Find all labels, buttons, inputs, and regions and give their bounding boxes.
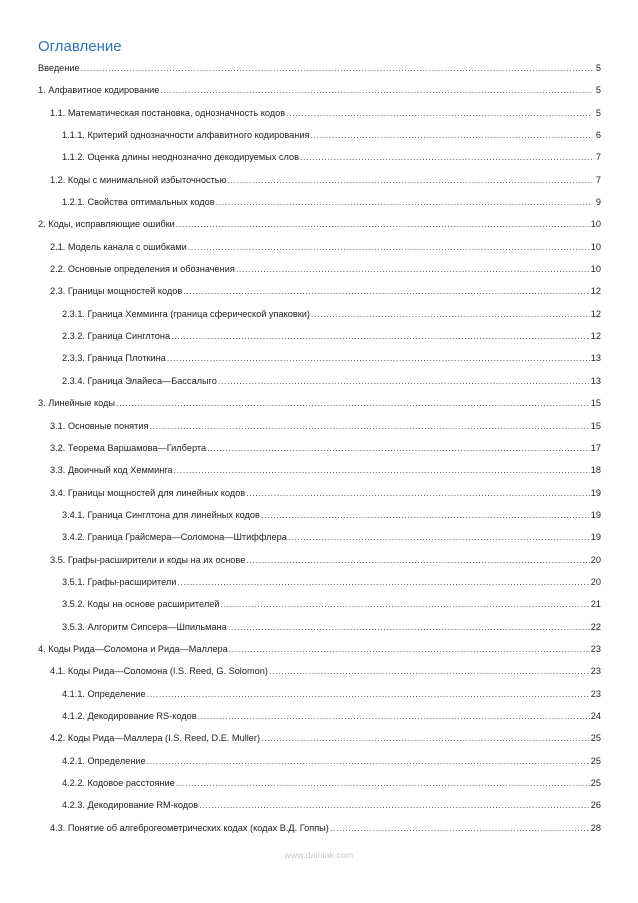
toc-page-number: 5 bbox=[595, 107, 601, 118]
toc-dot-leader bbox=[228, 619, 590, 635]
toc-dot-leader bbox=[167, 350, 590, 366]
toc-dot-leader bbox=[160, 82, 592, 98]
toc-entry-text: 4. Коды Рида—Соломона и Рида—Маллера bbox=[38, 643, 228, 654]
toc-page-number: 9 bbox=[595, 197, 601, 208]
toc-entry[interactable] bbox=[38, 775, 601, 797]
toc-page-number: 24 bbox=[590, 710, 601, 721]
toc-entry[interactable] bbox=[38, 172, 601, 194]
toc-dot-leader bbox=[311, 306, 590, 322]
toc-entry-text: 4.2.1. Определение bbox=[62, 755, 146, 766]
toc-dot-leader bbox=[176, 216, 590, 232]
toc-entry[interactable] bbox=[38, 596, 601, 618]
toc-entry-text: 2.2. Основные определения и обозначения bbox=[50, 264, 235, 275]
toc-dot-leader bbox=[261, 730, 590, 746]
toc-dot-leader bbox=[207, 440, 590, 456]
toc-page-number: 26 bbox=[590, 800, 601, 811]
toc-entry[interactable] bbox=[38, 216, 601, 238]
toc-entry-text: 3.3. Двоичный код Хемминга bbox=[50, 465, 173, 476]
toc-entry-text: 3.2. Теорема Варшамова—Гилберта bbox=[50, 442, 207, 453]
toc-entry-text: 1.2. Коды с минимальной избыточностью bbox=[50, 174, 227, 185]
footer-url: www.dainiak.com bbox=[284, 850, 354, 860]
toc-entry[interactable] bbox=[38, 60, 601, 82]
toc-page-number: 5 bbox=[595, 85, 601, 96]
toc-dot-leader bbox=[183, 283, 590, 299]
toc-entry-text: 3.5. Графы-расширители и коды на их основе bbox=[50, 554, 246, 565]
toc-entry[interactable] bbox=[38, 373, 601, 395]
toc-page-number: 7 bbox=[595, 174, 601, 185]
toc-dot-leader bbox=[330, 820, 590, 836]
toc-entry-text: 1. Алфавитное кодирование bbox=[38, 85, 160, 96]
toc-entry[interactable] bbox=[38, 440, 601, 462]
toc-entry[interactable] bbox=[38, 328, 601, 350]
toc-dot-leader bbox=[216, 194, 592, 210]
toc-dot-leader bbox=[188, 239, 590, 255]
toc-dot-leader bbox=[218, 373, 590, 389]
toc-page-number: 19 bbox=[590, 509, 601, 520]
toc-entry[interactable] bbox=[38, 306, 601, 328]
toc-page-number: 7 bbox=[595, 152, 601, 163]
toc-entry-text: 2.1. Модель канала с ошибками bbox=[50, 241, 187, 252]
toc-entry[interactable] bbox=[38, 485, 601, 507]
toc-entry-text: 3.5.1. Графы-расширители bbox=[62, 576, 177, 587]
toc-page-number: 25 bbox=[590, 755, 601, 766]
toc-entry-text: 4.2.2. Кодовое расстояние bbox=[62, 778, 175, 788]
toc-entry-text: 2.3.2. Граница Синглтона bbox=[62, 331, 171, 342]
toc-page-number: 23 bbox=[590, 666, 601, 677]
toc-page-number: 23 bbox=[590, 688, 601, 699]
toc-page-number: 18 bbox=[590, 465, 601, 476]
toc-entry[interactable] bbox=[38, 507, 601, 529]
toc-entry[interactable] bbox=[38, 261, 601, 283]
toc-entry-text: 4.1.2. Декодирование RS-кодов bbox=[62, 710, 197, 721]
toc-entry[interactable] bbox=[38, 149, 601, 171]
toc-page-number: 28 bbox=[590, 822, 601, 833]
toc-entry-text: Введение bbox=[38, 63, 80, 73]
toc-entry[interactable] bbox=[38, 753, 601, 775]
toc-page-number: 25 bbox=[590, 778, 601, 788]
toc-page-number: 10 bbox=[590, 219, 601, 230]
toc-page-number: 12 bbox=[590, 331, 601, 342]
toc-page-number: 13 bbox=[590, 353, 601, 364]
toc-entry-text: 4.1. Коды Рида—Соломона (I.S. Reed, G. Solomon) bbox=[50, 666, 268, 677]
toc-entry-text: 1.1.2. Оценка длины неоднозначно декодируемых слов bbox=[62, 152, 299, 163]
toc-entry[interactable] bbox=[38, 641, 601, 663]
toc-entry[interactable] bbox=[38, 619, 601, 641]
toc-entry[interactable] bbox=[38, 82, 601, 104]
toc-entry[interactable] bbox=[38, 797, 601, 819]
toc-dot-leader bbox=[220, 596, 589, 612]
toc-entry-text: 1.1.1. Критерий однозначности алфавитного кодирования bbox=[62, 130, 310, 141]
toc-dot-leader bbox=[288, 529, 590, 545]
toc-entry-text: 4.2.3. Декодирование RM-кодов bbox=[62, 800, 199, 811]
toc-page-number: 17 bbox=[590, 442, 601, 453]
toc-page-number: 15 bbox=[590, 420, 601, 431]
toc-dot-leader bbox=[176, 775, 590, 791]
toc-dot-leader bbox=[269, 663, 590, 679]
toc-page-number: 19 bbox=[590, 532, 601, 543]
toc-page-number: 19 bbox=[590, 487, 601, 498]
toc-entry[interactable] bbox=[38, 283, 601, 305]
toc-entry-text: 3.1. Основные понятия bbox=[50, 420, 149, 431]
toc-entry-text: 2.3.1. Граница Хемминга (граница сферической упаковки) bbox=[62, 308, 310, 319]
toc-page-number: 10 bbox=[590, 264, 601, 275]
toc-dot-leader bbox=[149, 418, 589, 434]
toc-dot-leader bbox=[116, 395, 590, 411]
toc-page-number: 13 bbox=[590, 375, 601, 386]
toc-entry-text: 4.1.1. Определение bbox=[62, 688, 146, 699]
toc-dot-leader bbox=[286, 105, 592, 121]
toc-dot-leader bbox=[236, 261, 590, 277]
toc-entry-text: 3.4.2. Граница Грайсмера—Соломона—Штиффлера bbox=[62, 532, 287, 543]
toc-dot-leader bbox=[246, 552, 589, 568]
toc-title: Оглавление bbox=[38, 38, 122, 55]
toc-page-number: 15 bbox=[590, 398, 601, 409]
toc-entry-text: 1.2.1. Свойства оптимальных кодов bbox=[62, 197, 215, 208]
toc-entry[interactable] bbox=[38, 350, 601, 372]
toc-page-number: 5 bbox=[595, 63, 601, 73]
toc-entry[interactable] bbox=[38, 820, 601, 842]
toc-entry[interactable] bbox=[38, 194, 601, 216]
toc-entry[interactable] bbox=[38, 708, 601, 730]
toc-entry-text: 4.3. Понятие об алгеброгеометрических кодах (кодах В.Д. Гоппы) bbox=[50, 822, 329, 833]
toc-page-number: 22 bbox=[590, 621, 601, 632]
toc-dot-leader bbox=[229, 641, 590, 657]
toc-dot-leader bbox=[227, 172, 592, 188]
toc-entry[interactable] bbox=[38, 418, 601, 440]
toc-dot-leader bbox=[177, 574, 589, 590]
toc-entry[interactable] bbox=[38, 574, 601, 596]
toc-page-number: 21 bbox=[590, 599, 601, 610]
toc-page-number: 6 bbox=[595, 130, 601, 141]
toc-page-number: 23 bbox=[590, 643, 601, 654]
toc-list bbox=[38, 60, 601, 842]
toc-entry[interactable] bbox=[38, 552, 601, 574]
toc-entry[interactable] bbox=[38, 239, 601, 261]
toc-entry[interactable] bbox=[38, 663, 601, 685]
toc-dot-leader bbox=[198, 708, 590, 724]
toc-page-number: 20 bbox=[590, 576, 601, 587]
toc-dot-leader bbox=[310, 127, 592, 143]
toc-entry[interactable] bbox=[38, 395, 601, 417]
toc-page-number: 12 bbox=[590, 308, 601, 319]
toc-entry[interactable] bbox=[38, 105, 601, 127]
toc-entry[interactable] bbox=[38, 529, 601, 551]
toc-dot-leader bbox=[300, 149, 592, 165]
toc-entry-text: 2.3.3. Граница Плоткина bbox=[62, 353, 166, 364]
toc-dot-leader bbox=[171, 328, 590, 344]
toc-dot-leader bbox=[261, 507, 590, 523]
toc-dot-leader bbox=[147, 686, 590, 702]
toc-entry[interactable] bbox=[38, 462, 601, 484]
toc-page-number: 20 bbox=[590, 554, 601, 565]
toc-entry-text: 2.3.4. Граница Элайеса—Бассалыго bbox=[62, 375, 217, 386]
toc-entry-text: 3.5.3. Алгоритм Сипсера—Шпильмана bbox=[62, 621, 227, 632]
toc-page-number: 25 bbox=[590, 733, 601, 744]
toc-entry[interactable] bbox=[38, 127, 601, 149]
toc-dot-leader bbox=[246, 485, 590, 501]
toc-entry-text: 3.4.1. Граница Синглтона для линейных кодов bbox=[62, 509, 260, 520]
toc-dot-leader bbox=[174, 462, 590, 478]
toc-entry-text: 1.1. Математическая постановка, однозначность кодов bbox=[50, 107, 286, 118]
toc-entry-text: 4.2. Коды Рида—Маллера (I.S. Reed, D.E. Muller) bbox=[50, 733, 261, 744]
toc-dot-leader bbox=[199, 797, 590, 813]
toc-entry-text: 3.5.2. Коды на основе расширителей bbox=[62, 599, 220, 610]
toc-entry-text: 2. Коды, исправляющие ошибки bbox=[38, 219, 175, 230]
toc-dot-leader bbox=[147, 753, 590, 769]
toc-page-number: 10 bbox=[590, 241, 601, 252]
toc-entry-text: 3.4. Границы мощностей для линейных кодов bbox=[50, 487, 246, 498]
toc-entry-text: 2.3. Границы мощностей кодов bbox=[50, 286, 183, 297]
toc-entry[interactable] bbox=[38, 730, 601, 752]
toc-page-number: 12 bbox=[590, 286, 601, 297]
toc-entry-text: 3. Линейные коды bbox=[38, 398, 116, 409]
toc-entry[interactable] bbox=[38, 686, 601, 708]
toc-dot-leader bbox=[81, 60, 592, 76]
